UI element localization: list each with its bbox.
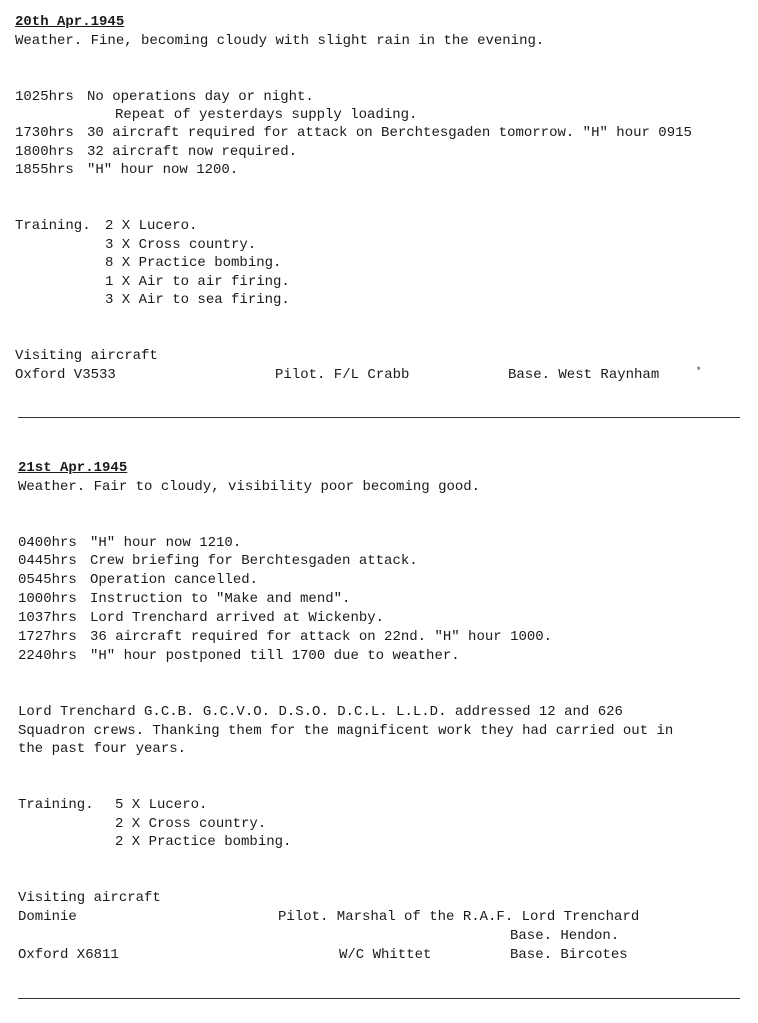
log-text: "H" hour postponed till 1700 due to weather.	[90, 648, 460, 664]
log-text: Lord Trenchard arrived at Wickenby.	[90, 610, 385, 626]
log-text: No operations day or night.	[87, 89, 314, 105]
log-text: Crew briefing for Berchtesgaden attack.	[90, 553, 418, 569]
visiting-base: Base. West Raynham	[508, 367, 660, 383]
log-time: 0400hrs	[18, 535, 77, 551]
training-label: Training.	[15, 218, 91, 234]
visiting-label: Visiting aircraft	[18, 890, 161, 906]
visiting-base: Base. Bircotes	[510, 947, 628, 963]
visiting-label: Visiting aircraft	[15, 348, 158, 364]
log-text: Repeat of yesterdays supply loading.	[115, 107, 418, 123]
log-time: 2240hrs	[18, 648, 77, 664]
training-item: 2 X Lucero.	[105, 218, 198, 234]
log-time: 1800hrs	[15, 144, 74, 160]
log-text: "H" hour now 1210.	[90, 535, 242, 551]
section-divider	[18, 998, 740, 999]
training-item: 8 X Practice bombing.	[105, 255, 282, 271]
training-item: 2 X Practice bombing.	[115, 834, 292, 850]
log-time: 1727hrs	[18, 629, 77, 645]
log-time: 1730hrs	[15, 125, 74, 141]
training-item: 5 X Lucero.	[115, 797, 208, 813]
training-item: 3 X Air to sea firing.	[105, 292, 290, 308]
training-label: Training.	[18, 797, 94, 813]
log-time: 0545hrs	[18, 572, 77, 588]
log-time: 0445hrs	[18, 553, 77, 569]
log-text: 36 aircraft required for attack on 22nd. "H" hour 1000.	[90, 629, 553, 645]
log-time: 1855hrs	[15, 162, 74, 178]
paragraph-line: Lord Trenchard G.C.B. G.C.V.O. D.S.O. D.C.L. L.L.D. addressed 12 and 626	[18, 704, 623, 720]
training-item: 2 X Cross country.	[115, 816, 267, 832]
log-time: 1000hrs	[18, 591, 77, 607]
paragraph-line: Squadron crews. Thanking them for the magnificent work they had carried out in	[18, 723, 674, 739]
entry-date: 21st Apr.1945	[18, 460, 128, 476]
stray-mark: *	[696, 366, 702, 376]
visiting-pilot: Pilot. Marshal of the R.A.F. Lord Trenchard	[278, 909, 640, 925]
log-time: 1025hrs	[15, 89, 74, 105]
visiting-aircraft: Oxford V3533	[15, 367, 116, 383]
weather-line: Weather. Fine, becoming cloudy with slight rain in the evening.	[15, 33, 545, 49]
visiting-aircraft: Oxford X6811	[18, 947, 119, 963]
log-text: "H" hour now 1200.	[87, 162, 239, 178]
training-item: 1 X Air to air firing.	[105, 274, 290, 290]
visiting-pilot: Pilot. F/L Crabb	[275, 367, 410, 383]
visiting-pilot: W/C Whittet	[339, 947, 432, 963]
weather-line: Weather. Fair to cloudy, visibility poor becoming good.	[18, 479, 481, 495]
paragraph-line: the past four years.	[18, 741, 187, 757]
visiting-base: Base. Hendon.	[510, 928, 620, 944]
training-item: 3 X Cross country.	[105, 237, 257, 253]
visiting-aircraft: Dominie	[18, 909, 77, 925]
log-time: 1037hrs	[18, 610, 77, 626]
log-text: Operation cancelled.	[90, 572, 259, 588]
log-text: Instruction to "Make and mend".	[90, 591, 351, 607]
log-text: 32 aircraft now required.	[87, 144, 298, 160]
log-text: 30 aircraft required for attack on Berchtesgaden tomorrow. "H" hour 0915	[87, 125, 692, 141]
section-divider	[18, 417, 740, 418]
entry-date: 20th Apr.1945	[15, 14, 125, 30]
